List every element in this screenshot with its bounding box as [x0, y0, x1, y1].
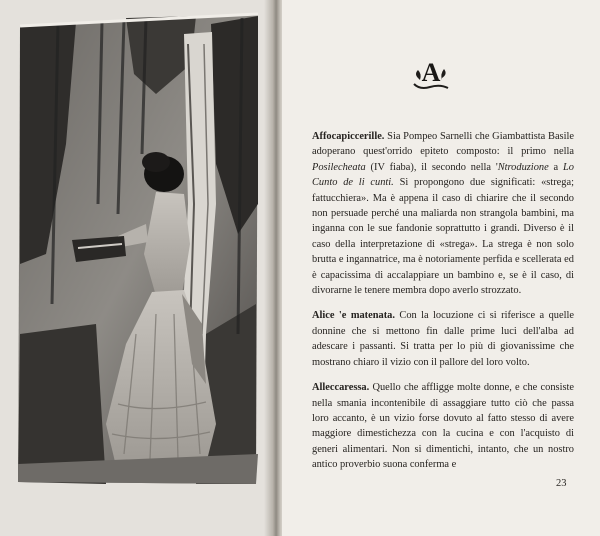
entry-italic: Ntroduzione [497, 161, 549, 173]
entry-term: Alleccaressa. [312, 382, 370, 394]
entry-affocapiccerille [312, 129, 574, 298]
dictionary-entries [312, 129, 574, 483]
entry-term: Alice 'e matenata. [312, 310, 395, 322]
entry-text [312, 308, 574, 370]
entry-italic: Posilecheata [312, 161, 366, 173]
left-page [0, 0, 272, 536]
entry-body: a [548, 161, 564, 173]
engraving-image [6, 4, 264, 490]
entry-alleccaressa [312, 380, 574, 472]
ornament-letter: A [421, 58, 441, 87]
entry-alice-e-matenata [312, 308, 574, 370]
entry-italic: Lo Cunto de li cunti. [312, 161, 574, 189]
entry-body: (IV fiaba), il secondo nella ' [365, 161, 498, 173]
entry-body: Quello che affligge molte donne, e che consiste nella smania incontenibile di assaggiare tutto ciò che passa loro accanto, è un vizio forse dovuto al fatto stesso di avere maggiore dimestichezza con la cucina e con l'acquisto di generi alimentari. Non si dimentichi, intanto, che un nostro antico proverbio suona conferma e [312, 382, 574, 471]
ornamental-letter-a [410, 54, 452, 94]
ornament-icon [410, 54, 452, 94]
entry-term: Affocapiccerille. [312, 131, 385, 142]
entry-body: Si propongono due significati: «strega; fattucchiera». Ma è appena il caso di chiarire che il secondo non persuade perché una maliarda non strangola bambini, ma inganna con le sue fandonie soprattutto i grandi. Diverso è il caso della interpretazione di «strega». La strega è non solo brutta e ingannatrice, ma è notoriamente perfida e scellerata ed è capacissima di accalappiare un bambino e, se è il caso, di divorarne le tenere membra dopo averlo strozzato. [312, 177, 574, 297]
entry-text [312, 129, 574, 298]
page-number: 23 [556, 478, 567, 489]
entry-text [312, 380, 574, 472]
woman-by-tree-illustration [6, 4, 264, 490]
entry-body: Sia Pompeo Sarnelli che Giambattista Basile adoperano quest'orrido epiteto composto: il primo nella [312, 131, 574, 158]
entry-body: Con la locuzione ci si riferisce a quelle donnine che si mettono fin dalle prime luci dell'alba ad adescare i passanti. Si tratta per lo più di giovanissime che mostrano chiaro il vizio con il pallore del loro volto. [312, 310, 574, 368]
